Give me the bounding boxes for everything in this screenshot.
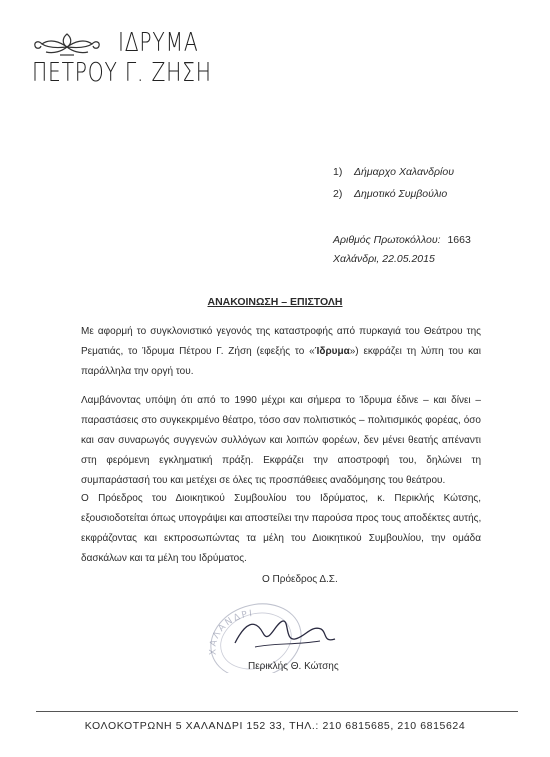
foundation-logo <box>32 28 212 88</box>
protocol-number: 1663 <box>447 234 471 246</box>
recipient-number: 1) <box>333 166 343 178</box>
paragraph-line: δασκάλων και τα μέλη του Ιδρύματος. <box>81 553 247 564</box>
paragraph-line: παράλληλα την οργή του. <box>81 366 194 377</box>
paragraph-line: Ο Πρόεδρος του Διοικητικού Συμβουλίου του Ιδρύματος, κ. Περικλής Κώτσης, <box>81 493 481 504</box>
recipient-item <box>333 185 454 207</box>
footer-address: ΚΟΛΟΚΟΤΡΩΝΗ 5 ΧΑΛΑΝΔΡΙ 152 33, ΤΗΛ.: 210 6815685, 210 6815624 <box>84 720 466 732</box>
paragraph-2 <box>81 391 481 491</box>
paragraph-3 <box>81 489 481 569</box>
reference-block <box>333 231 471 269</box>
footer-divider <box>36 711 518 712</box>
text-segment: ») εκφράζει τη λύπη του και <box>349 346 481 357</box>
recipients-list <box>333 163 454 207</box>
handwritten-signature <box>225 603 345 663</box>
protocol-row <box>333 231 471 250</box>
letter-subject: ΑΝΑΚΟΙΝΩΣΗ – ΕΠΙΣΤΟΛΗ <box>207 296 343 308</box>
recipient-number: 2) <box>333 188 343 200</box>
protocol-label: Αριθμός Πρωτοκόλλου: <box>333 234 441 246</box>
logo-title-line1: ΙΔΡΥΜΑ <box>118 28 199 58</box>
ornament-icon <box>32 30 102 60</box>
paragraph-line: συμπαράστασή του και μετέχει σε όλες τις προσπάθειες αναδόμησης του θεάτρου. <box>81 475 446 486</box>
paragraph-line: εξουσιοδοτείται όπως υπογράψει και αποστείλει την παρούσα προς τους αποδέκτες αυτής, <box>81 513 482 524</box>
paragraph-line: εκφράζοντας και εκπροσωπώντας τα μέλη του Διοικητικού Συμβουλίου, την ομάδα <box>81 533 481 544</box>
recipient-label: Δημοτικό Συμβούλιο <box>354 188 448 200</box>
paragraph-line: Με αφορμή το συγκλονιστικό γεγονός της καταστροφής από πυρκαγιά του Θεάτρου της <box>81 326 481 337</box>
paragraph-line: παραστάσεις στο συγκεκριμένο θέατρο, τόσο σαν πολιτιστικός – πολιτισμικός φορέας, όσο <box>81 415 481 426</box>
signatory-name: Περικλής Θ. Κώτσης <box>248 661 339 672</box>
paragraph-line: στη φερόμενη εγκληματική πράξη. Εκφράζει την αποστροφή του, δηλώνει τη <box>81 455 481 466</box>
stamp-text: ΧΑΛΑΝΔΡΙ <box>208 608 255 656</box>
paragraph-line <box>81 342 481 362</box>
place-date: Χαλάνδρι, 22.05.2015 <box>333 253 435 265</box>
recipient-label: Δήμαρχο Χαλανδρίου <box>354 166 454 178</box>
logo-title-line2: ΠΕΤΡΟΥ Γ. ΖΗΣΗ <box>32 58 212 88</box>
paragraph-1 <box>81 322 481 382</box>
paragraph-line: Λαμβάνοντας υπόψη ότι από το 1990 μέχρι και σήμερα το Ίδρυμα έδινε – και δίνει – <box>81 395 481 406</box>
paragraph-line: και σαν συναρωγός συγγενών συλλόγων και λοιπών φορέων, δεν μένει θεατής απέναντι <box>81 435 481 446</box>
recipient-item <box>333 163 454 185</box>
signatory-title: Ο Πρόεδρος Δ.Σ. <box>262 574 338 585</box>
text-segment: Ρεματιάς, το Ίδρυμα Πέτρου Γ. Ζήση (εφεξής το « <box>81 346 315 357</box>
bold-term: Ίδρυμα <box>314 346 350 357</box>
